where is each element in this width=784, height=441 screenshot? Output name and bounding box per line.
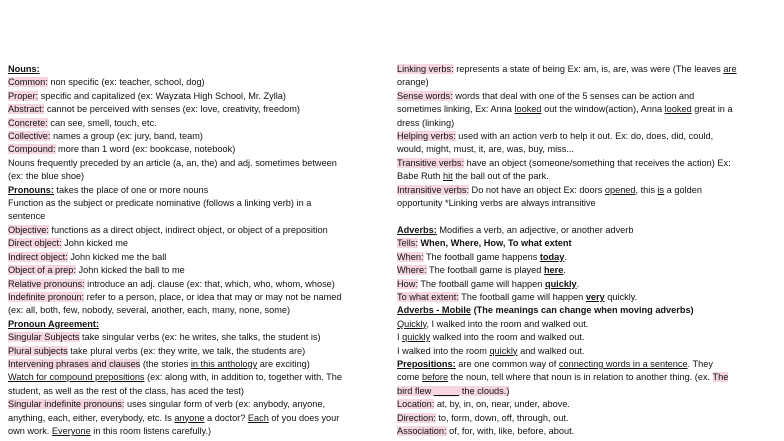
how-end: . — [576, 278, 580, 289]
when-line — [397, 251, 781, 264]
nouns-preceded-example: (ex: the blue shoe) — [8, 171, 85, 182]
direction-line — [397, 412, 781, 425]
objective-label: Objective: — [8, 224, 49, 235]
where-label: Where: — [397, 265, 427, 276]
singular-label: Singular Subjects — [8, 332, 80, 343]
when-label: When: — [397, 251, 424, 262]
quickly-2: quickly — [402, 332, 431, 343]
compound-line — [8, 143, 380, 156]
direct-object-text: John kicked me — [61, 238, 129, 249]
intransitive-line-2: opportunity *Linking verbs are always intransitive — [397, 198, 596, 209]
left-column — [8, 63, 380, 438]
sense-looked-1: looked — [514, 104, 542, 115]
nouns-heading-line — [8, 63, 380, 76]
intransitive-text-c: a golden — [664, 184, 702, 195]
where-here: here — [543, 265, 564, 276]
singular-indefinite-label: Singular indefinite pronouns: — [8, 399, 125, 410]
watch-text: (ex: along with, in addition to, together with. The — [144, 372, 343, 383]
si-text-a: anything, each, either, everybody, etc. Is — [8, 412, 175, 423]
concrete-text: can see, smell, touch, etc. — [47, 117, 157, 128]
transitive-line — [397, 157, 781, 170]
plural-text: take plural verbs (ex: they write, we talk, the students are) — [67, 345, 306, 356]
concrete-line — [8, 117, 380, 130]
si-text-c: of you does your — [268, 412, 340, 423]
prep-2-a: come — [397, 372, 423, 383]
sense-text-a: sometimes linking, Ex: Anna — [397, 104, 515, 115]
abstract-label: Abstract: — [8, 104, 45, 115]
singular-indefinite-text: uses singular form of verb (ex: anybody, anyone, — [124, 399, 325, 410]
intransitive-opened: opened, — [604, 184, 639, 195]
prep-object-text: John kicked the ball to me — [75, 265, 185, 276]
agreement-heading: Pronoun Agreement: — [8, 318, 100, 329]
extent-text: The football game will happen — [458, 291, 586, 302]
intervening-label: Intervening phrases and clauses — [8, 358, 141, 369]
quickly-3: quickly — [489, 345, 518, 356]
nouns-heading: Nouns: — [8, 64, 40, 74]
prep-3-a: bird flew — [397, 385, 434, 396]
quickly-line-3 — [397, 345, 781, 358]
transitive-line-2 — [397, 170, 781, 183]
concrete-label: Concrete: — [8, 117, 48, 128]
when-today: today — [539, 251, 565, 262]
relative-label: Relative pronouns: — [8, 278, 85, 289]
prep-object-line — [8, 264, 380, 277]
mobile-text: (The meanings can change when moving adverbs) — [471, 305, 694, 316]
indirect-object-text: John kicked me the ball — [67, 251, 167, 262]
intervening-underline: in this anthology — [190, 358, 258, 369]
indefinite-label: Indefinite pronoun: — [8, 291, 85, 302]
indefinite-text: refer to a person, place, or idea that may or may not be named — [84, 291, 342, 302]
sense-text-b: out the window(action), Anna — [541, 104, 665, 115]
quickly-line-2 — [397, 331, 781, 344]
watch-label: Watch for compound prepositions — [8, 372, 145, 383]
indirect-object-line — [8, 251, 380, 264]
abstract-line — [8, 103, 380, 116]
location-label: Location: — [397, 399, 435, 410]
adverbs-text: Modifies a verb, an adjective, or another adverb — [436, 224, 634, 235]
prepositions-text-end: . They — [687, 358, 713, 369]
sense-label: Sense words: — [397, 90, 453, 101]
prepositions-line — [397, 358, 781, 371]
quickly-1-text: , I walked into the room and walked out. — [426, 318, 589, 329]
prep-2-b: the noun, tell where that noun is in relation to another thing. (ex. — [448, 372, 713, 383]
plural-label: Plural subjects — [8, 345, 68, 356]
collective-line — [8, 130, 380, 143]
pronouns-heading: Pronouns: — [8, 184, 54, 195]
sense-line-3: dress (linking) — [397, 117, 455, 128]
extent-end: quickly. — [604, 291, 638, 302]
proper-line — [8, 90, 380, 103]
collective-text: names a group (ex: jury, band, team) — [50, 131, 203, 142]
transitive-text-a: Babe Ruth — [397, 171, 443, 182]
prepositions-underline: connecting words in a sentence — [558, 358, 688, 369]
transitive-label: Transitive verbs: — [397, 157, 465, 168]
singular-indefinite-line-2 — [8, 412, 380, 425]
relative-text: introduce an adj. clause (ex: that, which, who, whom, whose) — [84, 278, 335, 289]
linking-line-2: orange) — [397, 77, 429, 88]
extent-very: very — [585, 291, 605, 302]
compound-label: Compound: — [8, 144, 56, 155]
prep-3-b: the clouds.) — [459, 385, 510, 396]
transitive-text-b: the ball out of the park. — [452, 171, 549, 182]
direction-label: Direction: — [397, 412, 436, 423]
watch-line — [8, 371, 380, 384]
association-label: Association: — [397, 425, 447, 436]
linking-line — [397, 63, 781, 76]
si-everyone: Everyone — [51, 425, 91, 436]
sense-line-2 — [397, 103, 781, 116]
watch-example: student, as well as the rest of the class, has aced the test) — [8, 385, 244, 396]
blank-line — [397, 210, 781, 223]
quickly-3-text: and walked out. — [517, 345, 585, 356]
quickly-line-1 — [397, 318, 781, 331]
si-text-d: own work. — [8, 425, 52, 436]
linking-text: represents a state of being Ex: am, is, are, was were (The leaves — [453, 64, 724, 74]
abstract-text: cannot be perceived with senses (ex: love, creativity, freedom) — [44, 104, 300, 115]
intransitive-text-b: this — [638, 184, 658, 195]
compound-text: more than 1 word (ex: bookcase, notebook) — [55, 144, 236, 155]
sense-text-c: great in a — [691, 104, 733, 115]
objective-line — [8, 224, 380, 237]
transitive-hit: hit — [442, 171, 453, 182]
prep-before: before — [422, 372, 449, 383]
direct-object-label: Direct object: — [8, 238, 62, 249]
collective-label: Collective: — [8, 131, 51, 142]
helping-text: used with an action verb to help it out. Ex: do, does, did, could, — [455, 131, 714, 142]
association-text: of, for, with, like, before, about. — [446, 425, 575, 436]
si-anyone: anyone — [174, 412, 205, 423]
prep-2-c: The — [712, 372, 729, 383]
intransitive-line — [397, 184, 781, 197]
sense-looked-2: looked — [664, 104, 692, 115]
prep-blank: _____ — [433, 385, 460, 396]
linking-are: are — [723, 64, 737, 74]
si-text-b: a doctor? — [204, 412, 248, 423]
direct-object-line — [8, 237, 380, 250]
intervening-text: (the stories — [140, 358, 191, 369]
helping-line — [397, 130, 781, 143]
how-text: The football game will happen — [417, 278, 545, 289]
proper-text: specific and capitalized (ex: Wayzata High School, Mr. Zylla) — [38, 90, 286, 101]
where-line — [397, 264, 781, 277]
proper-label: Proper: — [8, 90, 39, 101]
intervening-line — [8, 358, 380, 371]
singular-line — [8, 331, 380, 344]
singular-indefinite-line-3 — [8, 425, 380, 438]
function-line: Function as the subject or predicate nominative (follows a linking verb) in a — [8, 198, 312, 209]
location-line — [397, 398, 781, 411]
association-line — [397, 425, 781, 438]
helping-label: Helping verbs: — [397, 131, 456, 142]
common-label: Common: — [8, 77, 48, 88]
prep-object-label: Object of a prep: — [8, 265, 76, 276]
agreement-heading-line — [8, 318, 380, 331]
mobile-line — [397, 304, 781, 317]
prepositions-text: are one common way of — [455, 358, 559, 369]
adverbs-line — [397, 224, 781, 237]
prepositions-heading: Prepositions: — [397, 358, 456, 369]
prepositions-line-3 — [397, 385, 781, 398]
where-end: . — [563, 265, 566, 276]
indefinite-example: (ex: all, both, few, nobody, several, another, each, many, none, some) — [8, 305, 291, 316]
helping-line-2: would, might, must, it, are, was, buy, miss... — [397, 144, 574, 155]
indefinite-line — [8, 291, 380, 304]
pronouns-text: takes the place of one or more nouns — [53, 184, 209, 195]
singular-text: take singular verbs (ex: he writes, she talks, the student is) — [79, 332, 321, 343]
when-end: . — [564, 251, 567, 262]
nouns-preceded-line: Nouns frequently preceded by an article (a, an, the) and adj. sometimes between — [8, 157, 337, 168]
objective-text: functions as a direct object, indirect object, or object of a preposition — [48, 224, 328, 235]
how-quickly: quickly — [544, 278, 577, 289]
si-text-e: in this room listens carefully.) — [90, 425, 212, 436]
where-text: The football game is played — [426, 265, 544, 276]
function-line-2: sentence — [8, 211, 46, 222]
extent-line — [397, 291, 781, 304]
singular-indefinite-line — [8, 398, 380, 411]
tells-label: Tells: — [397, 238, 418, 249]
prepositions-line-2 — [397, 371, 781, 384]
pronouns-line — [8, 184, 380, 197]
sense-line — [397, 90, 781, 103]
intervening-text-end: are exciting) — [257, 358, 310, 369]
indirect-object-label: Indirect object: — [8, 251, 68, 262]
direction-text: to, form, down, off, through, out. — [435, 412, 569, 423]
location-text: at, by, in, on, near, under, above. — [434, 399, 570, 410]
intransitive-label: Intransitive verbs: — [397, 184, 469, 195]
si-each: Each — [247, 412, 269, 423]
linking-label: Linking verbs: — [397, 64, 454, 74]
intransitive-text: Do not have an object Ex: doors — [469, 184, 605, 195]
transitive-text: have an object (someone/something that receives the action) Ex: — [464, 157, 731, 168]
plural-line — [8, 345, 380, 358]
tells-text: When, Where, How, To what extent — [417, 238, 572, 249]
sense-text: words that deal with one of the 5 senses can be action and — [452, 90, 695, 101]
extent-label: To what extent: — [397, 291, 459, 302]
intransitive-is: is — [657, 184, 665, 195]
common-text: non specific (ex: teacher, school, dog) — [47, 77, 205, 88]
how-label: How: — [397, 278, 418, 289]
relative-line — [8, 278, 380, 291]
how-line — [397, 278, 781, 291]
tells-line — [397, 237, 781, 250]
right-column — [397, 63, 781, 438]
mobile-heading: Adverbs - Mobile — [397, 305, 472, 316]
quickly-2-pre: I — [397, 332, 403, 343]
quickly-3-pre: I walked into the room — [397, 345, 490, 356]
common-line — [8, 76, 380, 89]
quickly-1: Quickly — [397, 318, 427, 329]
adverbs-heading: Adverbs: — [397, 224, 437, 235]
when-text: The football game happens — [423, 251, 540, 262]
quickly-2-text: walked into the room and walked out. — [430, 332, 585, 343]
